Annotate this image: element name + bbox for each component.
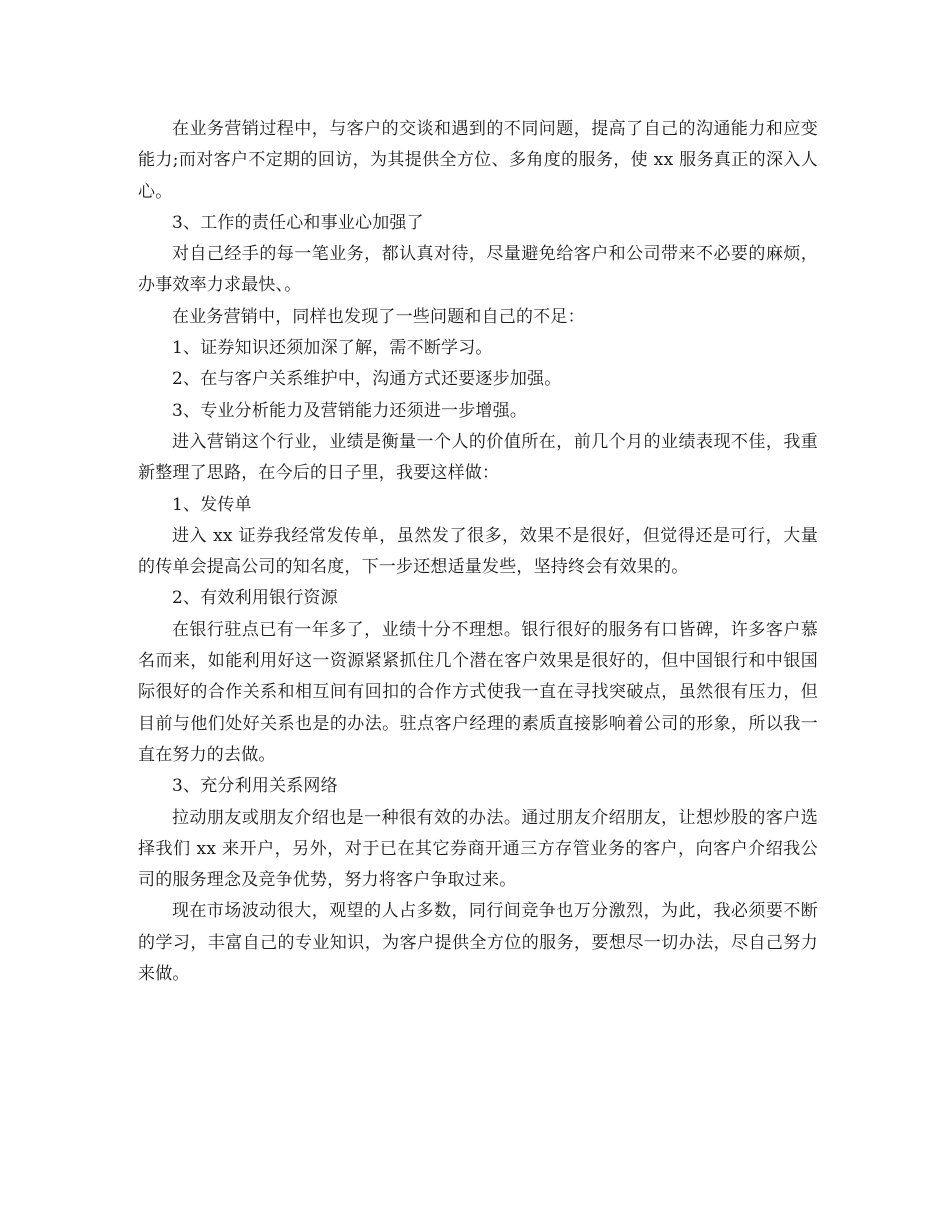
- section-heading: 1、发传单: [172, 494, 252, 515]
- list-item: 3、专业分析能力及营销能力还须进一步增强。: [172, 400, 528, 421]
- paragraph: 在银行驻点已有一年多了，业绩十分不理想。银行很好的服务有口皆碑，许多客户慕名而来，如能利用好这一资源紧紧抓住几个潜在客户效果是很好的，但中国银行和中银国际很好的合作关系和相互间有回扣的合作方式使我一直在寻找突破点，虽然很有压力，但目前与他们处好关系也是的办法。驻点客户经理的素质直接影响着公司的形象，所以我一直在努力的去做。: [138, 619, 818, 765]
- paragraph: 进入 xx 证券我经常发传单，虽然发了很多，效果不是很好，但觉得还是可行，大量的传单会提高公司的知名度，下一步还想适量发些，坚持终会有效果的。: [138, 525, 818, 578]
- document-body: [138, 114, 818, 990]
- paragraph: 对自己经手的每一笔业务，都认真对待，尽量避免给客户和公司带来不必要的麻烦，办事效率力求最快、。: [138, 244, 818, 296]
- section-heading: 3、工作的责任心和事业心加强了: [172, 212, 424, 233]
- paragraph: 现在市场波动很大，观望的人占多数，同行间竞争也万分激烈，为此，我必须要不断的学习，丰富自己的专业知识，为客户提供全方位的服务，要想尽一切办法，尽自己努力来做。: [138, 901, 818, 985]
- section-heading: 2、有效利用银行资源: [172, 588, 338, 609]
- section-heading: 3、充分利用关系网络: [172, 776, 338, 797]
- list-item: 2、在与客户关系维护中，沟通方式还要逐步加强。: [172, 369, 562, 390]
- list-item: 1、证券知识还须加深了解，需不断学习。: [172, 338, 493, 359]
- paragraph: 进入营销这个行业，业绩是衡量一个人的价值所在，前几个月的业绩表现不佳，我重新整理了思路，在今后的日子里，我要这样做：: [138, 431, 818, 484]
- paragraph: 拉动朋友或朋友介绍也是一种很有效的办法。通过朋友介绍朋友，让想炒股的客户选择我们 xx 来开户，另外，对于已在其它券商开通三方存管业务的客户，向客户介绍我公司的服务理念及竞争优势，努力将客户争取过来。: [138, 807, 818, 891]
- paragraph: 在业务营销中，同样也发现了一些问题和自己的不足：: [172, 306, 585, 327]
- paragraph: 在业务营销过程中，与客户的交谈和遇到的不同问题，提高了自己的沟通能力和应变能力;而对客户不定期的回访，为其提供全方位、多角度的服务，使 xx 服务真正的深入人心。: [138, 119, 818, 202]
